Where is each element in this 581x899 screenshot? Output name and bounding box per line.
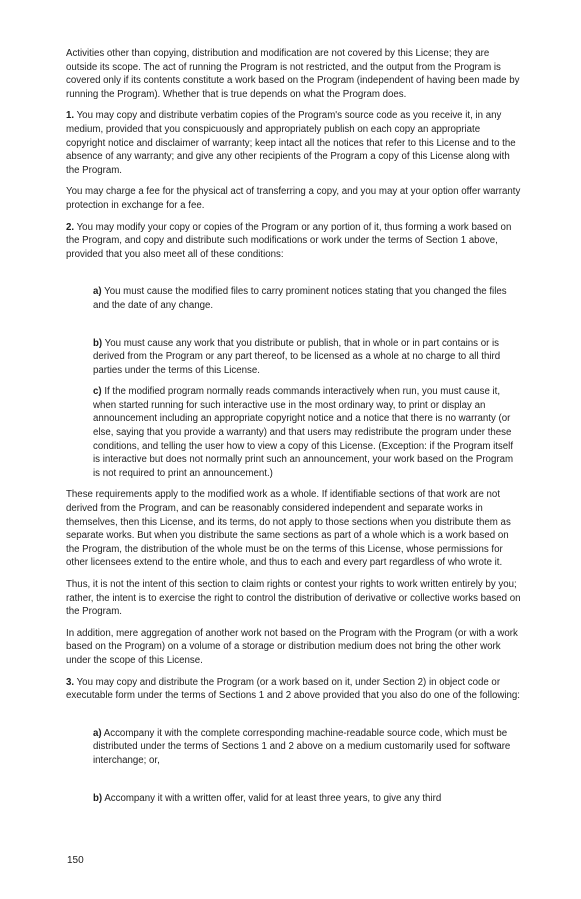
paragraph-text: You may copy and distribute verbatim copies of the Program's source code as you receive it, in any medium, provided that you conspicuously and appropriately publish on each copy an appropriate copyright notice and disclaimer of warranty; keep intact all the notices that refer to this License and to the absence of any warranty; and give any other recipients of the Program a copy of this License along with the Program. (66, 110, 516, 176)
paragraph-requirements (66, 488, 522, 570)
paragraph-text: You must cause the modified files to carry prominent notices stating that you changed the files and the date of any change. (93, 286, 507, 311)
paragraph-text: In addition, mere aggregation of another work not based on the Program with the Program (or with a work based on the Program) on a volume of a storage or distribution medium does not bring the other work under the scope of this License. (66, 627, 518, 666)
item-letter: a) (93, 727, 102, 739)
paragraph-text: You may modify your copy or copies of the Program or any portion of it, thus forming a work based on the Program, and copy and distribute such modifications or work under the terms of Section 1 above, provided that you also meet all of these conditions: (66, 221, 512, 260)
page-number: 150 (67, 855, 84, 866)
item-letter: b) (93, 337, 103, 349)
condition-2b (93, 337, 519, 378)
paragraph-section-1 (66, 109, 522, 177)
paragraph-text: You may copy and distribute the Program (or a work based on it, under Section 2) in object code or executable form under the terms of Sections 1 and 2 above provided that you also do one of the following: (66, 676, 520, 702)
paragraph-text: Activities other than copying, distribution and modification are not covered by this License; they are outside its scope. The act of running the Program is not restricted, and the output from the Program is covered only if its contents constitute a work based on the Program (independent of having been made by running the Program). Whether that is true depends on what the Program does. (66, 48, 520, 100)
paragraph-intent (66, 578, 522, 619)
paragraph-scope (66, 47, 522, 101)
section-number: 1. (66, 110, 75, 122)
section-number: 2. (66, 221, 75, 233)
item-letter: b) (93, 792, 103, 804)
paragraph-text: Thus, it is not the intent of this section to claim rights or contest your rights to work written entirely by you; rather, the intent is to exercise the right to control the distribution of derivative or collective works based on the Program. (66, 579, 521, 618)
paragraph-text: You must cause any work that you distribute or publish, that in whole or in part contains or is derived from the Program or any part thereof, to be licensed as a whole at no charge to all third parties under the terms of this License. (93, 337, 501, 376)
item-letter: a) (93, 286, 102, 298)
paragraph-text: You may charge a fee for the physical act of transferring a copy, and you may at your option offer warranty protection in exchange for a fee. (66, 186, 521, 211)
option-3b (93, 792, 519, 806)
paragraph-section-2 (66, 221, 522, 262)
paragraph-text: Accompany it with the complete corresponding machine-readable source code, which must be distributed under the terms of Sections 1 and 2 above on a medium customarily used for software interchange; or, (93, 727, 511, 766)
paragraph-text: These requirements apply to the modified work as a whole. If identifiable sections of that work are not derived from the Program, and can be reasonably considered independent and separate works in themselves, then this License, and its terms, do not apply to those sections when you distribute them as separate works. But when you distribute the same sections as part of a whole which is a work based on the Program, the distribution of the whole must be on the terms of this License, whose permissions for other licensees extend to the entire whole, and thus to each and every part regardless of who wrote it. (66, 489, 511, 569)
option-3a (93, 727, 519, 768)
condition-2a (93, 285, 519, 312)
section-number: 3. (66, 676, 75, 688)
paragraph-section-3 (66, 676, 522, 703)
paragraph-text: Accompany it with a written offer, valid for at least three years, to give any third (102, 792, 442, 804)
item-letter: c) (93, 386, 102, 398)
paragraph-aggregation (66, 627, 522, 668)
condition-2c (93, 385, 519, 480)
page-body (66, 47, 522, 813)
paragraph-text: If the modified program normally reads commands interactively when run, you must cause it, when started running for such interactive use in the most ordinary way, to print or display an announcement including an appropriate copyright notice and a notice that there is no warranty (or else, saying that you provide a warranty) and that users may redistribute the program under these conditions, and telling the user how to view a copy of this License. (Exception: if the Program itself is interactive but does not normally print such an announcement, your work based on the Program is not required to print an announcement.) (93, 386, 514, 479)
paragraph-fee (66, 185, 522, 212)
